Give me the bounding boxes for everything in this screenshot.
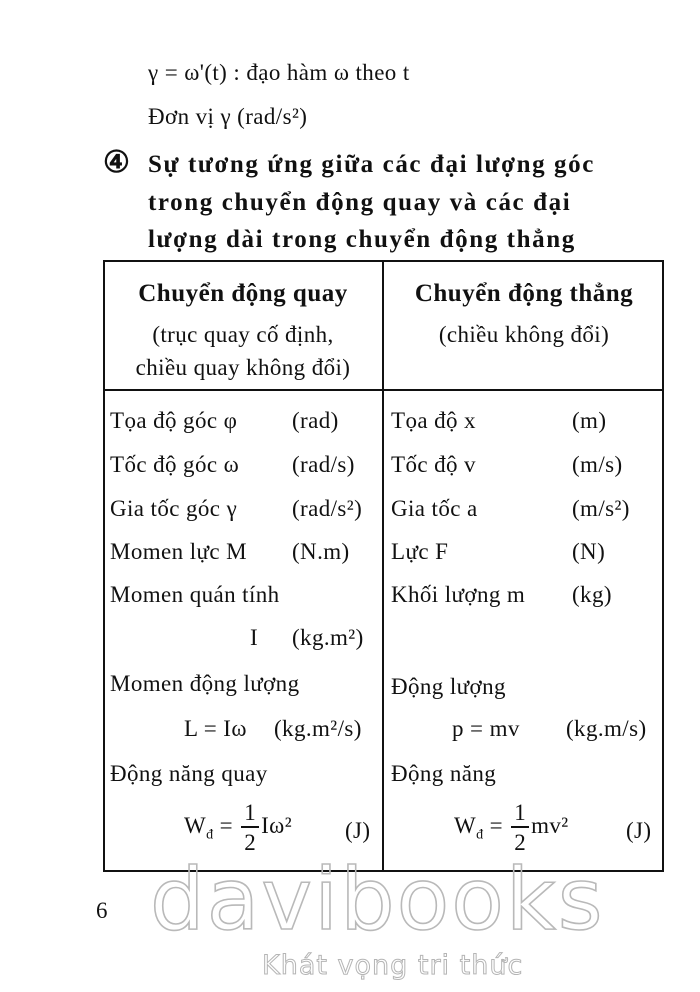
- left-row-6-label: Momen động lượng: [110, 671, 300, 696]
- gamma-definition: γ = ω'(t) : đạo hàm ω theo t: [148, 60, 410, 85]
- right-row-7-unit: (J): [626, 818, 652, 843]
- left-row-5-symbol: I: [250, 625, 259, 650]
- left-row-7-rest: Iω²: [261, 812, 293, 838]
- right-row-7-label: Động năng: [391, 761, 497, 786]
- left-row-3-unit: (rad/s²): [292, 496, 363, 521]
- left-row-2-unit: (rad/s): [292, 452, 355, 477]
- left-row-4-unit: (N.m): [292, 539, 350, 564]
- right-header-title: Chuyển động thẳng: [414, 280, 634, 307]
- left-row-6-unit: (kg.m²/s): [274, 716, 362, 741]
- right-row-4-unit: (N): [572, 539, 606, 564]
- left-row-7-denominator: 2: [244, 830, 257, 855]
- right-row-7-lhs: W: [454, 812, 477, 838]
- left-row-3-label: Gia tốc góc γ: [110, 496, 238, 521]
- section-title-line-2: trong chuyển động quay và các đại: [148, 189, 572, 216]
- table-column-divider: [382, 260, 384, 872]
- right-row-7-subscript: đ: [476, 827, 484, 843]
- right-header-sub-1: (chiều không đổi): [438, 322, 610, 347]
- left-row-7-formula: [184, 801, 292, 854]
- right-row-7-fraction: [511, 801, 529, 854]
- right-row-2-unit: (m/s): [572, 452, 623, 477]
- right-row-3-label: Gia tốc a: [391, 496, 478, 521]
- page-number: 6: [96, 898, 108, 923]
- left-row-5-label: Momen quán tính: [110, 582, 280, 607]
- left-row-1-label: Tọa độ góc φ: [110, 408, 238, 433]
- section-title-line-1: Sự tương ứng giữa các đại lượng góc: [148, 151, 595, 178]
- left-row-5-unit: (kg.m²): [292, 625, 364, 650]
- left-row-6-formula: L = Iω: [184, 716, 247, 741]
- left-row-7-label: Động năng quay: [110, 761, 268, 786]
- right-row-5-label: Khối lượng m: [391, 582, 526, 607]
- right-row-7-numerator: 1: [511, 801, 529, 828]
- section-number-circle: ④: [103, 146, 130, 179]
- right-row-4-label: Lực F: [391, 539, 449, 564]
- watermark-slogan: Khát vọng tri thức: [262, 950, 524, 981]
- left-row-7-subscript: đ: [206, 827, 214, 843]
- right-row-7-rest: mv²: [531, 812, 569, 838]
- right-row-7-denominator: 2: [514, 830, 527, 855]
- right-row-7-equals: =: [489, 812, 504, 838]
- right-row-5-unit: (kg): [572, 582, 612, 607]
- right-row-6-unit: (kg.m/s): [566, 716, 647, 741]
- right-row-7-formula: [454, 801, 569, 854]
- right-row-1-unit: (m): [572, 408, 607, 433]
- right-row-1-label: Tọa độ x: [391, 408, 476, 433]
- right-row-2-label: Tốc độ v: [391, 452, 476, 477]
- left-row-7-lhs: W: [184, 812, 207, 838]
- left-header-sub-2: chiều quay không đổi): [135, 355, 351, 380]
- left-row-7-fraction: [241, 801, 259, 854]
- right-row-6-formula: p = mv: [452, 716, 520, 741]
- left-row-2-label: Tốc độ góc ω: [110, 452, 240, 477]
- left-header-sub-1: (trục quay cố định,: [152, 322, 334, 347]
- left-row-1-unit: (rad): [292, 408, 339, 433]
- left-header-title: Chuyển động quay: [138, 280, 348, 307]
- watermark-brand: davibooks: [150, 850, 605, 950]
- left-row-4-label: Momen lực M: [110, 539, 247, 564]
- left-row-7-equals: =: [219, 812, 234, 838]
- gamma-unit: Đơn vị γ (rad/s²): [148, 104, 308, 129]
- left-row-7-numerator: 1: [241, 801, 259, 828]
- right-row-3-unit: (m/s²): [572, 496, 630, 521]
- section-title-line-3: lượng dài trong chuyển động thẳng: [148, 226, 576, 253]
- right-row-6-label: Động lượng: [391, 674, 506, 699]
- left-row-7-unit: (J): [345, 818, 371, 843]
